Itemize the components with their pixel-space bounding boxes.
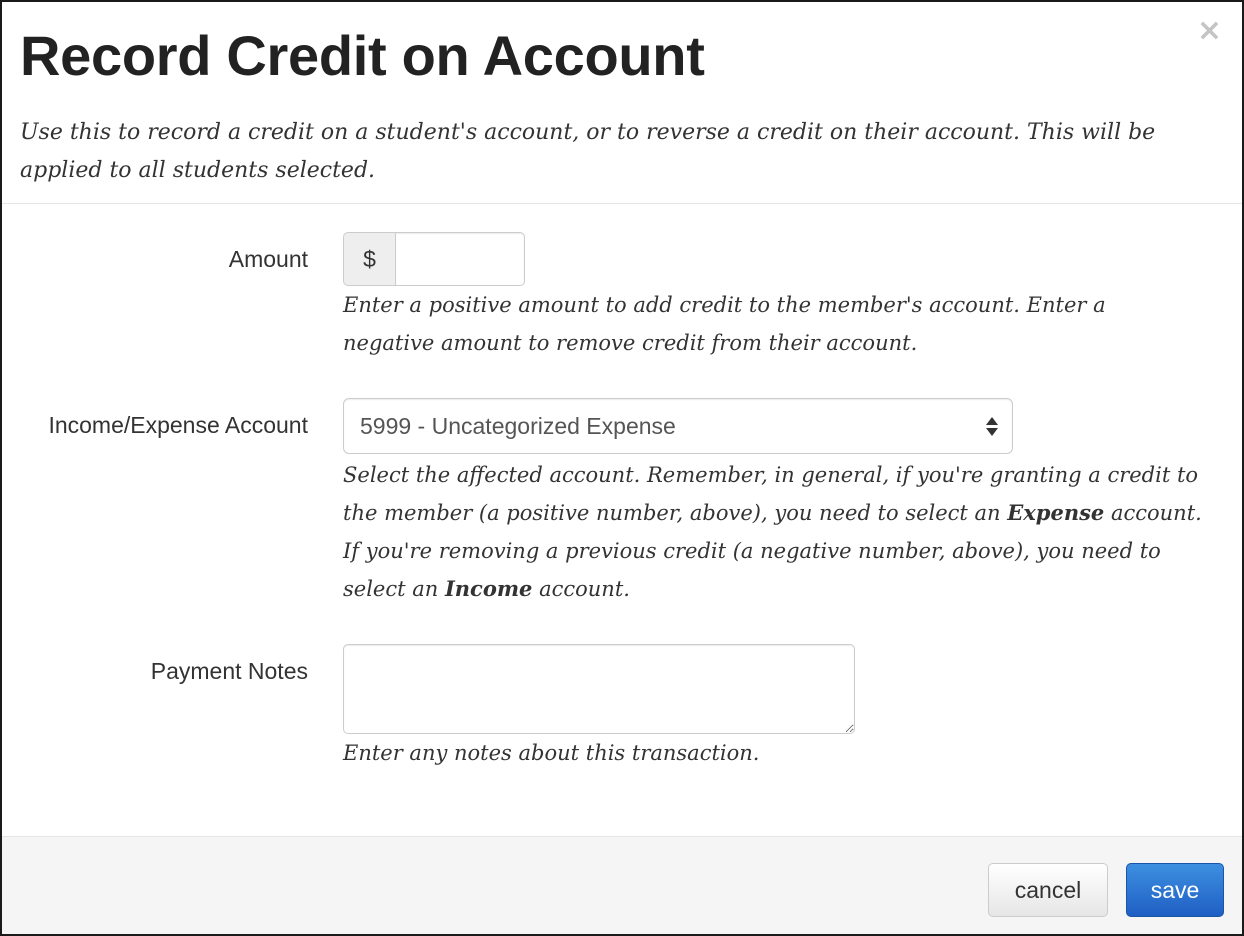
payment-notes-textarea[interactable] <box>343 644 855 734</box>
amount-label: Amount <box>228 246 308 272</box>
account-select-value: 5999 - Uncategorized Expense <box>360 412 676 439</box>
currency-addon: $ <box>343 232 395 286</box>
notes-label: Payment Notes <box>150 658 308 684</box>
modal-title: Record Credit on Account <box>20 24 705 87</box>
cancel-button[interactable]: cancel <box>988 863 1108 917</box>
account-help-text-3: account. <box>532 577 630 601</box>
amount-input[interactable] <box>395 232 525 286</box>
account-help-text-2: account. If you're removing a previous credit (a negative number, above), you need to select an <box>343 501 1202 601</box>
modal-body <box>2 204 1242 834</box>
account-help-income: Income <box>444 576 533 601</box>
account-select[interactable] <box>343 398 1013 454</box>
modal-footer <box>2 836 1242 934</box>
account-help-text-1: Select the affected account. Remember, in general, if you're granting a credit to the member (a positive number, above), you need to select an <box>343 463 1199 525</box>
modal-header <box>2 2 1242 204</box>
close-icon[interactable]: × <box>1196 13 1222 48</box>
account-help-expense: Expense <box>1007 500 1105 525</box>
select-arrows-icon <box>986 417 998 436</box>
amount-help: Enter a positive amount to add credit to the member's account. Enter a negative amount to remove credit from their account. <box>343 293 1106 355</box>
modal-subtitle: Use this to record a credit on a student's account, or to reverse a credit on their account. This will be applied to all students selected. <box>20 120 1156 183</box>
account-help <box>343 456 1223 608</box>
save-button[interactable]: save <box>1126 863 1224 917</box>
amount-input-group <box>343 232 525 286</box>
notes-help: Enter any notes about this transaction. <box>343 741 760 765</box>
account-label: Income/Expense Account <box>48 412 308 438</box>
